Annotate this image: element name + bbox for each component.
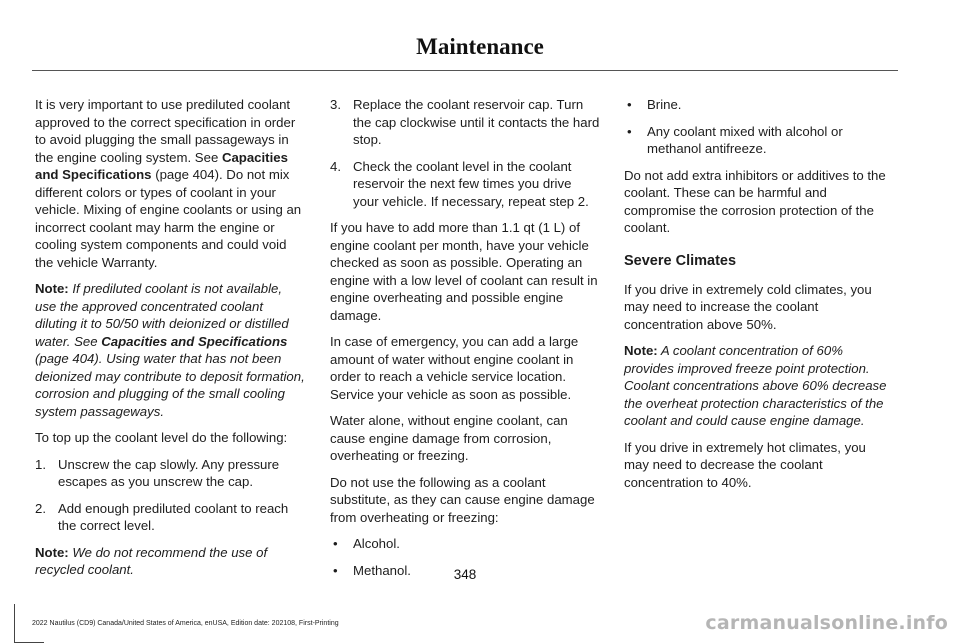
bullet-icon: • — [627, 123, 632, 139]
list-item: 1. Unscrew the cap slowly. Any pressure escapes as you unscrew the cap. — [35, 456, 280, 489]
column-1 — [35, 96, 305, 588]
step-number: 1. — [35, 456, 46, 472]
note: Note: A coolant concentration of 60% provides improved freeze point protection. Coolant concentrations above 60% decrease the overheat protection characteristics of the coolant and could cause engine damage. — [624, 343, 887, 428]
note-label: Note: — [35, 544, 69, 560]
cross-reference: Capacities and Specifications — [35, 149, 288, 182]
cross-reference: Capacities and Specifications — [101, 333, 288, 349]
header-divider — [32, 70, 898, 71]
page-number: 348 — [453, 567, 477, 582]
paragraph: To top up the coolant level do the following: — [35, 430, 288, 445]
note: Note: We do not recommend the use of recycled coolant. — [35, 544, 268, 577]
list-item: • Methanol. — [333, 562, 411, 578]
list-item: • Alcohol. — [333, 536, 400, 551]
crop-mark — [14, 604, 15, 643]
column-3 — [624, 96, 894, 500]
step-number: 4. — [330, 158, 341, 174]
paragraph: Do not use the following as a coolant substitute, as they can cause engine damage from overheating or freezing: — [330, 474, 595, 525]
note: Note: If prediluted coolant is not available, use the approved concentrated coolant diluting it to 50/50 with deionized or distilled water. See Capacities and Specifications (page 404). Using water that has not been deionized may contribute to deposit formation, corrosion and plugging of the small cooling system passageways. — [35, 281, 305, 419]
paragraph: Do not add extra inhibitors or additives to the coolant. These can be harmful and compromise the corrosion protection of the coolant. — [624, 167, 886, 235]
paragraph: In case of emergency, you can add a large amount of water without engine coolant in order to reach a vehicle service location. Service your vehicle as soon as possible. — [330, 334, 579, 402]
bullet-icon: • — [333, 562, 338, 578]
section-heading: Severe Climates — [624, 252, 737, 269]
edition-footer: 2022 Nautilus (CD9) Canada/United States of America, enUSA, Edition date: 202108, First-Printing — [32, 620, 339, 627]
list-item: • Brine. — [627, 97, 682, 112]
watermark: carmanualsonline.info — [705, 612, 948, 634]
bullet-icon: • — [333, 536, 338, 551]
note-label: Note: — [35, 281, 69, 296]
paragraph: It is very important to use prediluted coolant approved to the correct specification in order to avoid plugging the small passageways in the engine cooling system. See Capacities and Specifications (page 404). Do not mix different colors or types of coolant in your vehicle. Mixing of engine coolants or using an incorrect coolant may harm the engine or cooling system components and could void the vehicle Warranty. — [35, 97, 302, 270]
paragraph: If you drive in extremely cold climates, you may need to increase the coolant concentration above 50%. — [624, 281, 872, 332]
paragraph: If you have to add more than 1.1 qt (1 L) of engine coolant per month, have your vehicle checked as soon as possible. Operating an engine with a low level of coolant can result in engine overheating and possible engine damage. — [330, 220, 598, 323]
list-item: 3. Replace the coolant reservoir cap. Turn the cap clockwise until it contacts the hard stop. — [330, 97, 600, 147]
step-number: 3. — [330, 97, 341, 112]
step-number: 2. — [35, 500, 46, 516]
paragraph: If you drive in extremely hot climates, you may need to decrease the coolant concentration to 40%. — [624, 439, 866, 490]
bullet-icon: • — [627, 97, 632, 112]
column-2 — [330, 96, 600, 588]
note-label: Note: — [624, 343, 658, 358]
list-item: 2. Add enough prediluted coolant to reach the correct level. — [35, 500, 289, 533]
paragraph: Water alone, without engine coolant, can cause engine damage from corrosion, overheating or freezing. — [330, 413, 568, 463]
list-item: • Any coolant mixed with alcohol or methanol antifreeze. — [627, 123, 843, 156]
page-title: Maintenance — [416, 34, 544, 59]
list-item: 4. Check the coolant level in the coolant reservoir the next few times you drive your vehicle. If necessary, repeat step 2. — [330, 158, 589, 209]
